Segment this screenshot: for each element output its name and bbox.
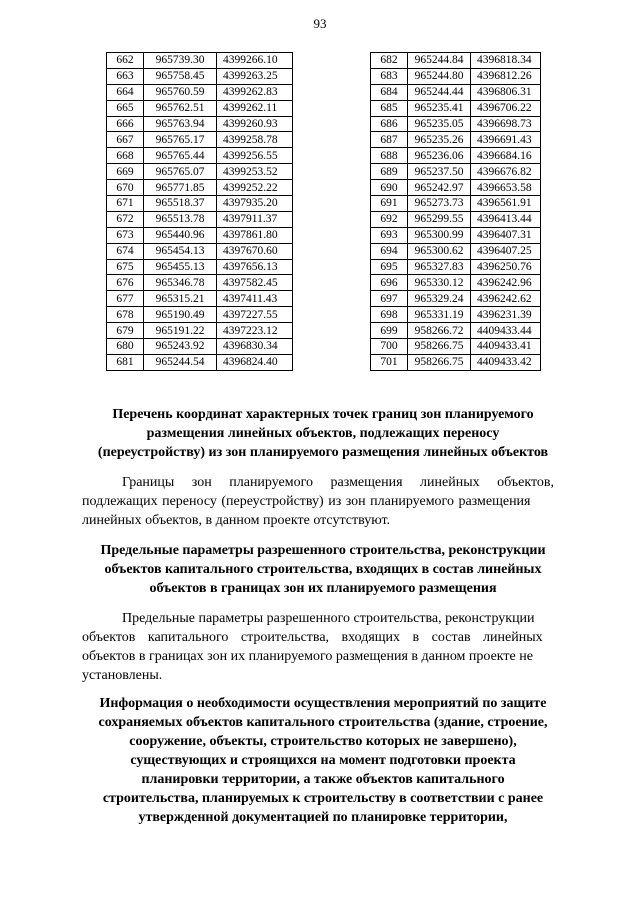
x-coordinate-cell: 965235.26 <box>408 132 471 148</box>
paragraph-line: линейных объектов, в данном проекте отсутствуют. <box>82 513 391 528</box>
x-coordinate-cell: 965244.80 <box>408 68 471 84</box>
x-coordinate-cell: 965235.41 <box>408 100 471 116</box>
x-coordinate-cell: 965235.05 <box>408 116 471 132</box>
table-row <box>107 132 293 148</box>
x-coordinate-cell: 965513.78 <box>144 211 217 227</box>
table-row <box>371 211 541 227</box>
x-coordinate-cell: 965244.54 <box>144 354 217 370</box>
point-number-cell: 689 <box>371 164 408 180</box>
x-coordinate-cell: 965190.49 <box>144 307 217 323</box>
y-coordinate-cell: 4409433.42 <box>471 354 541 370</box>
y-coordinate-cell: 4396812.26 <box>471 68 541 84</box>
y-coordinate-cell: 4396698.73 <box>471 116 541 132</box>
point-number-cell: 675 <box>107 259 144 275</box>
y-coordinate-cell: 4396676.82 <box>471 164 541 180</box>
table-row <box>107 243 293 259</box>
table-row <box>371 307 541 323</box>
table-row <box>371 259 541 275</box>
coordinates-table-left <box>106 52 293 371</box>
y-coordinate-cell: 4399262.83 <box>217 84 293 100</box>
y-coordinate-cell: 4399258.78 <box>217 132 293 148</box>
coordinates-table-left-body <box>107 53 293 371</box>
x-coordinate-cell: 965300.62 <box>408 243 471 259</box>
x-coordinate-cell: 958266.72 <box>408 323 471 339</box>
coordinates-table-right-body <box>371 53 541 371</box>
x-coordinate-cell: 965327.83 <box>408 259 471 275</box>
x-coordinate-cell: 965300.99 <box>408 227 471 243</box>
x-coordinate-cell: 965191.22 <box>144 323 217 339</box>
table-row <box>371 196 541 212</box>
table-row <box>371 323 541 339</box>
table-row <box>107 227 293 243</box>
point-number-cell: 685 <box>371 100 408 116</box>
x-coordinate-cell: 965765.44 <box>144 148 217 164</box>
y-coordinate-cell: 4397411.43 <box>217 291 293 307</box>
x-coordinate-cell: 965331.19 <box>408 307 471 323</box>
heading-line: сохраняемых объектов капитального строительства (здание, строение, <box>98 715 548 730</box>
table-row <box>371 339 541 355</box>
table-row <box>107 100 293 116</box>
point-number-cell: 663 <box>107 68 144 84</box>
point-number-cell: 664 <box>107 84 144 100</box>
table-row <box>371 84 541 100</box>
y-coordinate-cell: 4396824.40 <box>217 354 293 370</box>
point-number-cell: 690 <box>371 180 408 196</box>
x-coordinate-cell: 965243.92 <box>144 339 217 355</box>
point-number-cell: 669 <box>107 164 144 180</box>
table-row <box>107 211 293 227</box>
y-coordinate-cell: 4396561.91 <box>471 196 541 212</box>
heading-line: утвержденной документацией по планировке территории, <box>138 810 508 825</box>
y-coordinate-cell: 4399253.52 <box>217 164 293 180</box>
y-coordinate-cell: 4397861.80 <box>217 227 293 243</box>
x-coordinate-cell: 965329.24 <box>408 291 471 307</box>
y-coordinate-cell: 4399262.11 <box>217 100 293 116</box>
table-row <box>371 132 541 148</box>
table-row <box>371 227 541 243</box>
table-row <box>371 275 541 291</box>
table-row <box>371 148 541 164</box>
point-number-cell: 672 <box>107 211 144 227</box>
y-coordinate-cell: 4396407.25 <box>471 243 541 259</box>
table-row <box>107 180 293 196</box>
table-row <box>371 68 541 84</box>
x-coordinate-cell: 965299.55 <box>408 211 471 227</box>
heading-line: Предельные параметры разрешенного строительства, реконструкции <box>100 543 546 558</box>
table-row <box>107 53 293 69</box>
section-heading-parameters <box>80 541 566 598</box>
x-coordinate-cell: 965330.12 <box>408 275 471 291</box>
x-coordinate-cell: 965236.06 <box>408 148 471 164</box>
x-coordinate-cell: 965771.85 <box>144 180 217 196</box>
y-coordinate-cell: 4397935.20 <box>217 196 293 212</box>
point-number-cell: 696 <box>371 275 408 291</box>
point-number-cell: 662 <box>107 53 144 69</box>
coordinates-table-right <box>370 52 541 371</box>
table-row <box>107 323 293 339</box>
point-number-cell: 680 <box>107 339 144 355</box>
x-coordinate-cell: 965765.17 <box>144 132 217 148</box>
y-coordinate-cell: 4409433.44 <box>471 323 541 339</box>
point-number-cell: 674 <box>107 243 144 259</box>
point-number-cell: 693 <box>371 227 408 243</box>
x-coordinate-cell: 965273.73 <box>408 196 471 212</box>
x-coordinate-cell: 965765.07 <box>144 164 217 180</box>
x-coordinate-cell: 965455.13 <box>144 259 217 275</box>
point-number-cell: 677 <box>107 291 144 307</box>
y-coordinate-cell: 4399256.55 <box>217 148 293 164</box>
paragraph-line: Предельные параметры разрешенного строительства, реконструкции <box>122 611 535 626</box>
y-coordinate-cell: 4396653.58 <box>471 180 541 196</box>
table-row <box>371 243 541 259</box>
y-coordinate-cell: 4409433.41 <box>471 339 541 355</box>
x-coordinate-cell: 965346.78 <box>144 275 217 291</box>
point-number-cell: 682 <box>371 53 408 69</box>
point-number-cell: 681 <box>107 354 144 370</box>
x-coordinate-cell: 965739.30 <box>144 53 217 69</box>
y-coordinate-cell: 4396706.22 <box>471 100 541 116</box>
point-number-cell: 667 <box>107 132 144 148</box>
paragraph-line: Границы зон планируемого размещения линейных объектов, <box>122 475 555 490</box>
point-number-cell: 697 <box>371 291 408 307</box>
table-row <box>107 339 293 355</box>
point-number-cell: 676 <box>107 275 144 291</box>
table-row <box>107 68 293 84</box>
point-number-cell: 679 <box>107 323 144 339</box>
point-number-cell: 686 <box>371 116 408 132</box>
x-coordinate-cell: 965237.50 <box>408 164 471 180</box>
paragraph-line: объектов в границах зон их планируемого размещения в данном проекте не <box>82 649 533 664</box>
heading-line: размещения линейных объектов, подлежащих переносу <box>146 426 500 441</box>
table-row <box>107 84 293 100</box>
x-coordinate-cell: 965762.51 <box>144 100 217 116</box>
table-row <box>107 259 293 275</box>
y-coordinate-cell: 4397223.12 <box>217 323 293 339</box>
point-number-cell: 699 <box>371 323 408 339</box>
table-row <box>107 164 293 180</box>
heading-line: строительства, планируемых к строительству в соответствии с ранее <box>102 791 544 806</box>
table-row <box>107 307 293 323</box>
page-number: 93 <box>313 16 327 31</box>
point-number-cell: 688 <box>371 148 408 164</box>
y-coordinate-cell: 4397582.45 <box>217 275 293 291</box>
table-row <box>107 148 293 164</box>
point-number-cell: 700 <box>371 339 408 355</box>
y-coordinate-cell: 4396818.34 <box>471 53 541 69</box>
section-heading-coordinates <box>80 405 566 462</box>
table-row <box>107 291 293 307</box>
table-row <box>371 354 541 370</box>
y-coordinate-cell: 4396231.39 <box>471 307 541 323</box>
table-row <box>371 164 541 180</box>
section-heading-protection-measures <box>80 694 566 827</box>
y-coordinate-cell: 4399252.22 <box>217 180 293 196</box>
table-row <box>107 116 293 132</box>
heading-line: сооружение, объекты, строительство которых не завершено), <box>129 734 517 749</box>
heading-line: Перечень координат характерных точек границ зон планируемого <box>112 407 534 422</box>
x-coordinate-cell: 965242.97 <box>408 180 471 196</box>
y-coordinate-cell: 4396407.31 <box>471 227 541 243</box>
x-coordinate-cell: 965454.13 <box>144 243 217 259</box>
y-coordinate-cell: 4396806.31 <box>471 84 541 100</box>
point-number-cell: 687 <box>371 132 408 148</box>
heading-line: (переустройству) из зон планируемого размещения линейных объектов <box>97 445 549 460</box>
y-coordinate-cell: 4397670.60 <box>217 243 293 259</box>
point-number-cell: 692 <box>371 211 408 227</box>
x-coordinate-cell: 965518.37 <box>144 196 217 212</box>
point-number-cell: 698 <box>371 307 408 323</box>
table-row <box>107 196 293 212</box>
point-number-cell: 666 <box>107 116 144 132</box>
point-number-cell: 670 <box>107 180 144 196</box>
y-coordinate-cell: 4396242.62 <box>471 291 541 307</box>
paragraph-parameters <box>82 609 568 685</box>
heading-line: существующих и строящихся на момент подготовки проекта <box>130 753 516 768</box>
point-number-cell: 683 <box>371 68 408 84</box>
point-number-cell: 668 <box>107 148 144 164</box>
y-coordinate-cell: 4396242.96 <box>471 275 541 291</box>
y-coordinate-cell: 4399260.93 <box>217 116 293 132</box>
y-coordinate-cell: 4396684.16 <box>471 148 541 164</box>
point-number-cell: 678 <box>107 307 144 323</box>
x-coordinate-cell: 965758.45 <box>144 68 217 84</box>
heading-line: объектов капитального строительства, входящих в состав линейных <box>104 562 542 577</box>
heading-line: планировки территории, а также объектов капитального <box>141 772 505 787</box>
paragraph-boundaries <box>82 473 568 530</box>
y-coordinate-cell: 4396830.34 <box>217 339 293 355</box>
point-number-cell: 695 <box>371 259 408 275</box>
table-row <box>371 180 541 196</box>
table-row <box>107 354 293 370</box>
table-row <box>371 100 541 116</box>
point-number-cell: 691 <box>371 196 408 212</box>
paragraph-line: подлежащих переносу (переустройству) из зон планируемого размещения <box>82 494 531 509</box>
y-coordinate-cell: 4397656.13 <box>217 259 293 275</box>
paragraph-line: установлены. <box>82 668 163 683</box>
x-coordinate-cell: 965760.59 <box>144 84 217 100</box>
x-coordinate-cell: 958266.75 <box>408 339 471 355</box>
y-coordinate-cell: 4399263.25 <box>217 68 293 84</box>
heading-line: Информация о необходимости осуществления мероприятий по защите <box>99 696 547 711</box>
x-coordinate-cell: 958266.75 <box>408 354 471 370</box>
y-coordinate-cell: 4397227.55 <box>217 307 293 323</box>
y-coordinate-cell: 4396691.43 <box>471 132 541 148</box>
point-number-cell: 665 <box>107 100 144 116</box>
y-coordinate-cell: 4397911.37 <box>217 211 293 227</box>
y-coordinate-cell: 4396250.76 <box>471 259 541 275</box>
point-number-cell: 673 <box>107 227 144 243</box>
table-row <box>107 275 293 291</box>
point-number-cell: 671 <box>107 196 144 212</box>
paragraph-line: объектов капитального строительства, входящих в состав линейных <box>82 630 543 645</box>
point-number-cell: 684 <box>371 84 408 100</box>
x-coordinate-cell: 965763.94 <box>144 116 217 132</box>
x-coordinate-cell: 965315.21 <box>144 291 217 307</box>
y-coordinate-cell: 4399266.10 <box>217 53 293 69</box>
point-number-cell: 694 <box>371 243 408 259</box>
x-coordinate-cell: 965440.96 <box>144 227 217 243</box>
x-coordinate-cell: 965244.84 <box>408 53 471 69</box>
table-row <box>371 291 541 307</box>
table-row <box>371 53 541 69</box>
table-row <box>371 116 541 132</box>
heading-line: объектов в границах зон их планируемого размещения <box>149 581 497 596</box>
x-coordinate-cell: 965244.44 <box>408 84 471 100</box>
y-coordinate-cell: 4396413.44 <box>471 211 541 227</box>
point-number-cell: 701 <box>371 354 408 370</box>
